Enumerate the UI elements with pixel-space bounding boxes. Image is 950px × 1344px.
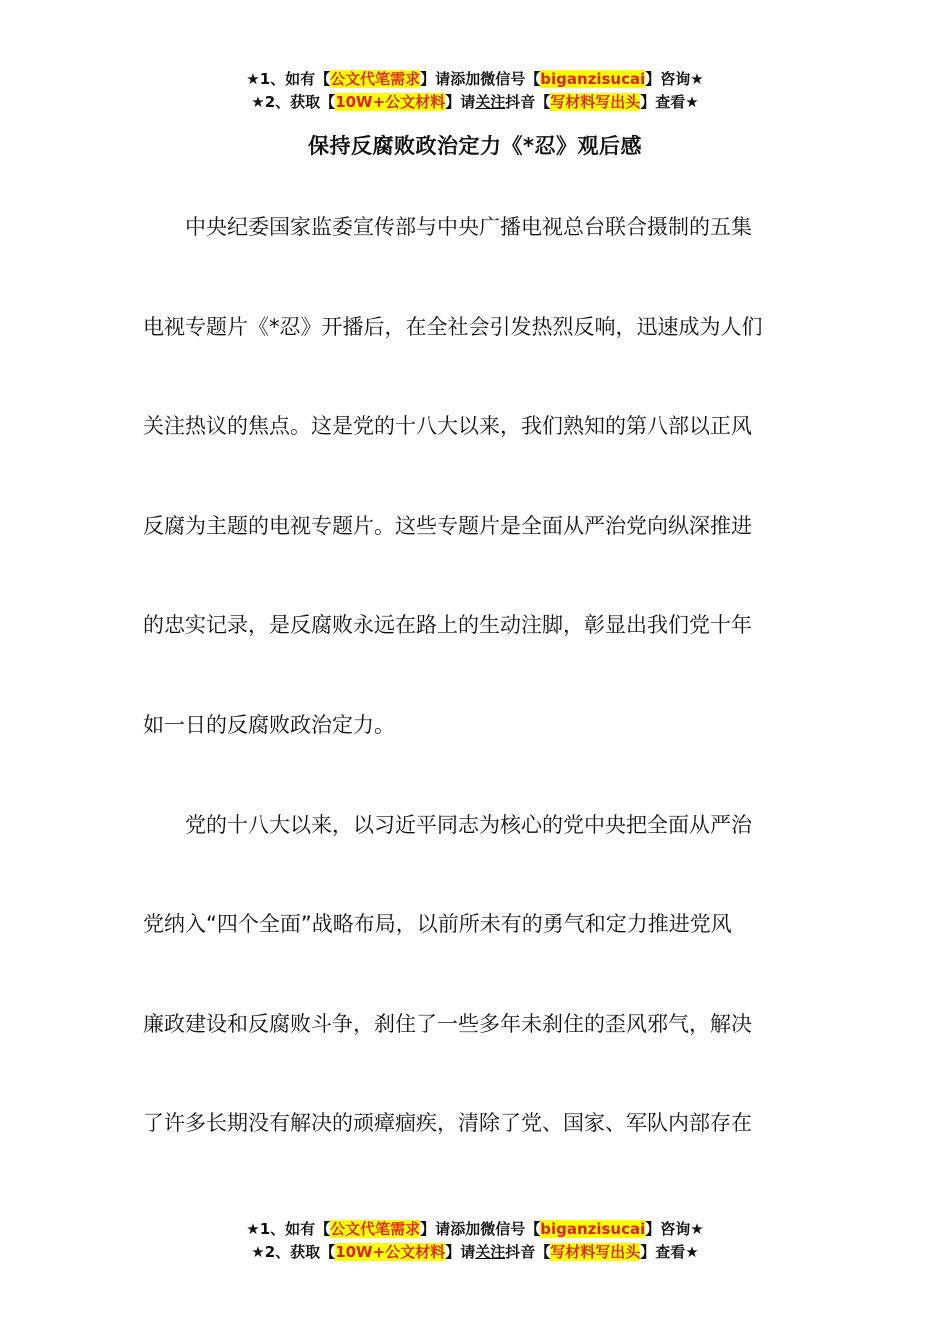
banner-underline: 关注 xyxy=(475,93,506,111)
banner-text: 】请 xyxy=(445,1243,476,1261)
banner-text: 】请 xyxy=(445,93,476,111)
banner-highlight: 10W+公文材料 xyxy=(335,1243,446,1261)
header-banner xyxy=(0,68,950,114)
body-line: 党的十八大以来，以习近平同志为核心的党中央把全面从严治 xyxy=(143,812,752,837)
body-line: 关注热议的焦点。这是党的十八大以来，我们熟知的第八部以正风 xyxy=(143,414,752,439)
footer-banner xyxy=(0,1218,950,1264)
body-line: 反腐为主题的电视专题片。这些专题片是全面从严治党向纵深推进 xyxy=(143,513,752,538)
banner-emphasis: 添加 xyxy=(450,1220,481,1238)
banner-highlight: 公文代笔需求 xyxy=(330,1220,421,1238)
banner-text: 】咨询★ xyxy=(645,70,704,88)
body-line: 了许多长期没有解决的顽瘴痼疾，清除了党、国家、军队内部存在 xyxy=(143,1111,752,1136)
banner-line-2 xyxy=(0,1241,950,1264)
body-line: 党纳入“四个全面”战略布局，以前所未有的勇气和定力推进党风 xyxy=(143,912,732,937)
banner-highlight: 写材料写出头 xyxy=(550,93,641,111)
banner-text: 抖音【 xyxy=(505,1243,551,1261)
banner-highlight: 公文代笔需求 xyxy=(330,70,421,88)
body-line: 电视专题片《*忍》开播后，在全社会引发热烈反响，迅速成为人们 xyxy=(143,314,763,339)
banner-text: 】请 xyxy=(420,70,451,88)
banner-highlight: 写材料写出头 xyxy=(550,1243,641,1261)
banner-text: 】查看★ xyxy=(640,93,699,111)
banner-text: 】咨询★ xyxy=(645,1220,704,1238)
banner-line-1 xyxy=(0,68,950,91)
banner-text: 】请 xyxy=(420,1220,451,1238)
banner-text: 微信号【 xyxy=(480,70,541,88)
banner-line-1 xyxy=(0,1218,950,1241)
banner-text: 抖音【 xyxy=(505,93,551,111)
document-title: 保持反腐败政治定力《*忍》观后感 xyxy=(308,134,642,158)
banner-text: ★1、如有【 xyxy=(246,70,331,88)
body-line: 廉政建设和反腐败斗争，刹住了一些多年未刹住的歪风邪气，解决 xyxy=(143,1011,752,1036)
banner-text: ★2、获取【 xyxy=(251,93,336,111)
body-line: 的忠实记录，是反腐败永远在路上的生动注脚，彰显出我们党十年 xyxy=(143,613,752,638)
banner-highlight: biganzisucai xyxy=(540,70,646,88)
banner-text: 微信号【 xyxy=(480,1220,541,1238)
banner-line-2 xyxy=(0,91,950,114)
body-line: 中央纪委国家监委宣传部与中央广播电视总台联合摄制的五集 xyxy=(143,215,752,239)
banner-highlight: biganzisucai xyxy=(540,1220,646,1238)
banner-highlight: 10W+公文材料 xyxy=(335,93,446,111)
document-body xyxy=(143,178,808,1174)
body-line: 如一日的反腐败政治定力。 xyxy=(143,712,395,737)
banner-text: 】查看★ xyxy=(640,1243,699,1261)
banner-emphasis: 添加 xyxy=(450,70,481,88)
banner-underline: 关注 xyxy=(475,1243,506,1261)
banner-text: ★1、如有【 xyxy=(246,1220,331,1238)
banner-text: ★2、获取【 xyxy=(251,1243,336,1261)
